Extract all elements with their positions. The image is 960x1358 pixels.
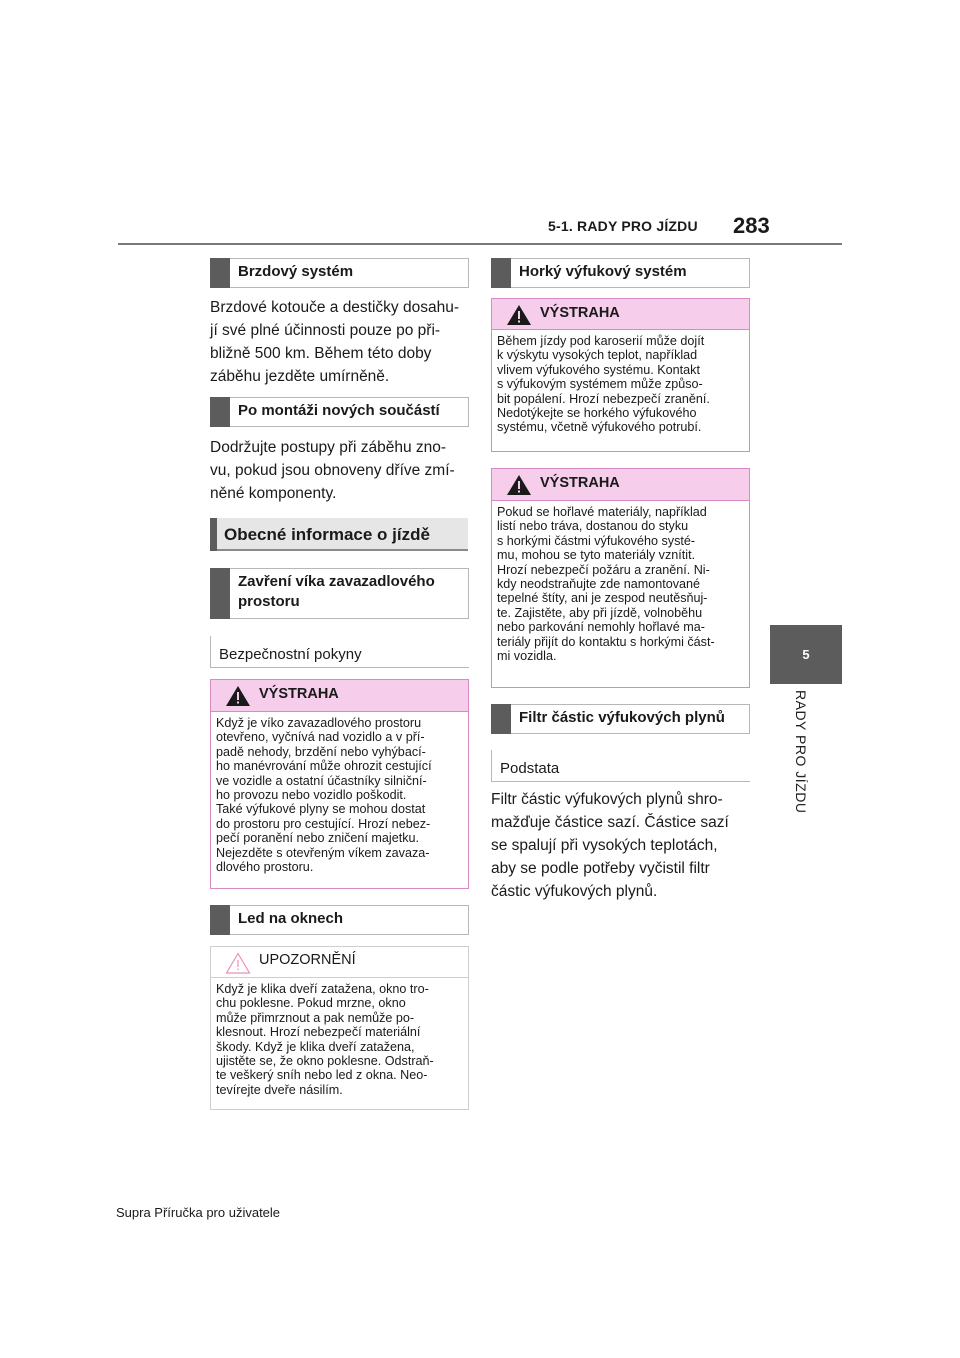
heading-particulate-filter: Filtr částic výfukových plynů <box>491 704 750 734</box>
notice-ice-text: Když je klika dveří zatažena, okno tro- chu poklesne. Pokud mrzne, okno může přimrznout a pak nemůže po- klesnout. Hrozí nebezpečí materiální škody. Když je klika dveří zatažena, ujistěte se, že okno poklesne. Odstraň- te veškerý sníh nebo led z okna. Neo- tevírejte dveře násilím. <box>210 976 469 1110</box>
page-number: 283 <box>733 213 770 238</box>
notice-triangle-icon <box>225 952 251 974</box>
chapter-tab-title: RADY PRO JÍZDU <box>793 690 809 814</box>
chapter-tab: 5 <box>770 625 842 684</box>
heading-trunk: Zavření víka zavazadlového prostoru <box>210 568 469 619</box>
brakes-text: Brzdové kotouče a destičky dosahu- jí své plné účinnosti pouze po při- bližně 500 km. Během této doby záběhu jezděte umírněně. <box>210 299 459 385</box>
subheading-principle: Podstata <box>491 750 750 782</box>
warning-trunk-title: VÝSTRAHA <box>210 679 469 712</box>
warning-exhaust-1-text: Během jízdy pod karoserií může dojít k výskytu vysokých teplot, například vlivem výfukového systému. Kontakt s výfukovým systémem může způso- bit popálení. Hrozí nebezpečí zranění. Nedotýkejte se horkého výfukového systému, včetně výfukového potrubí. <box>491 328 750 452</box>
heading-new-parts: Po montáži nových součástí <box>210 397 469 427</box>
filter-text: Filtr částic výfukových plynů shro- mažďuje částice sazí. Částice sazí se spalují při vysokých teplotách, aby se podle potřeby vyčistil filtr částic výfukových plynů. <box>491 791 729 900</box>
warning-trunk-text: Když je víko zavazadlového prostoru otevřeno, vyčnívá nad vozidlo a v pří- padě nehody, brzdění nebo vyhýbací- ho manévrování může ohrozit cestující ve vozidle a ostatní účastníky silniční- ho provozu nebo vozidlo poškodit. Také výfukové plyny se mohou dostat do prostoru pro cestující. Hrozí nebez- pečí poranění nebo zničení majetku. Nejezděte s otevřeným víkem zavaza- dlového prostoru. <box>210 710 469 889</box>
warning-triangle-icon <box>506 474 532 496</box>
running-header-section: 5-1. RADY PRO JÍZDU <box>548 218 698 234</box>
subheading-safety: Bezpečnostní pokyny <box>210 636 469 668</box>
warning-exhaust-1-title: VÝSTRAHA <box>491 298 750 330</box>
warning-triangle-icon <box>506 304 532 326</box>
heading-hot-exhaust: Horký výfukový systém <box>491 258 750 288</box>
warning-exhaust-2-title: VÝSTRAHA <box>491 468 750 501</box>
heading-general-driving: Obecné informace o jízdě <box>210 518 468 551</box>
heading-brakes: Brzdový systém <box>210 258 469 288</box>
header-rule <box>118 243 842 245</box>
new-parts-text: Dodržujte postupy při záběhu zno- vu, pokud jsou obnoveny dříve zmí- něné komponenty. <box>210 439 455 502</box>
warning-triangle-icon <box>225 685 251 707</box>
footer-title: Supra Příručka pro uživatele <box>116 1205 281 1220</box>
warning-exhaust-2-text: Pokud se hořlavé materiály, například listí nebo tráva, dostanou do styku s horkými částmi výfukového systé- mu, mohou se tyto materiály vznítit. Hrozí nebezpečí požáru a zranění. Ni- kdy neodstraňujte zde namontované tepelné štíty, ani je zespod neutěsňuj- te. Zajistěte, aby při jízdě, volnoběhu nebo parkování nemohly hořlavé ma- teriály přijít do kontaktu s horkými část- mi vozidla. <box>491 499 750 688</box>
heading-ice: Led na oknech <box>210 905 469 935</box>
notice-ice-title: UPOZORNĚNÍ <box>210 946 469 978</box>
